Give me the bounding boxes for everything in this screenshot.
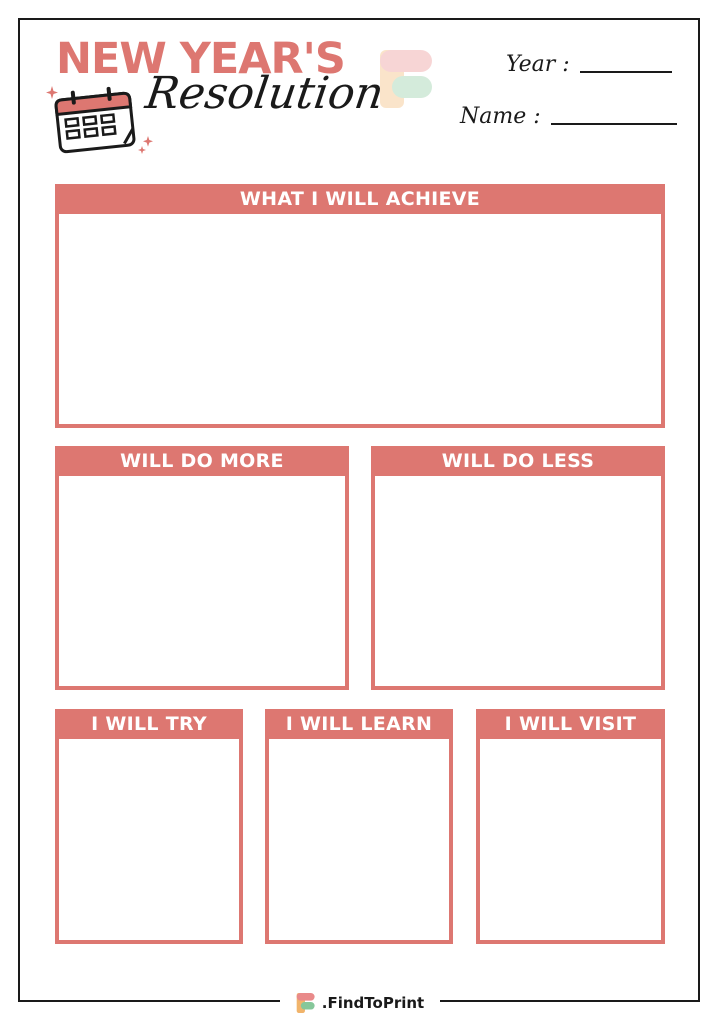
name-field	[460, 106, 677, 128]
section-visit	[476, 709, 665, 944]
section-do-less	[371, 446, 665, 690]
year-label: Year :	[506, 52, 570, 77]
calendar-icon	[44, 82, 156, 160]
title-main: NEW YEAR'S	[56, 34, 345, 84]
section-do-more	[55, 446, 349, 690]
section-learn	[265, 709, 453, 944]
year-field	[506, 54, 672, 76]
section-do-less-writing-area[interactable]	[375, 476, 661, 686]
section-do-more-header: WILL DO MORE	[55, 446, 349, 476]
section-learn-writing-area[interactable]	[269, 739, 449, 940]
section-achieve	[55, 184, 665, 428]
name-label: Name :	[460, 104, 541, 129]
findtoprint-logo-icon	[296, 992, 316, 1014]
section-visit-writing-area[interactable]	[480, 739, 661, 940]
section-learn-header: I WILL LEARN	[265, 709, 453, 739]
section-try-writing-area[interactable]	[59, 739, 239, 940]
footer-brand	[280, 990, 440, 1016]
title-script: Resolution	[142, 68, 387, 119]
section-visit-header: I WILL VISIT	[476, 709, 665, 739]
name-input-line[interactable]	[551, 123, 677, 125]
section-do-less-header: WILL DO LESS	[371, 446, 665, 476]
section-achieve-header: WHAT I WILL ACHIEVE	[55, 184, 665, 214]
section-do-more-writing-area[interactable]	[59, 476, 345, 686]
year-input-line[interactable]	[580, 71, 672, 73]
section-try-header: I WILL TRY	[55, 709, 243, 739]
section-achieve-writing-area[interactable]	[59, 214, 661, 424]
findtoprint-watermark-icon	[378, 48, 436, 110]
section-try	[55, 709, 243, 944]
footer-brand-text: .FindToPrint	[321, 994, 425, 1012]
